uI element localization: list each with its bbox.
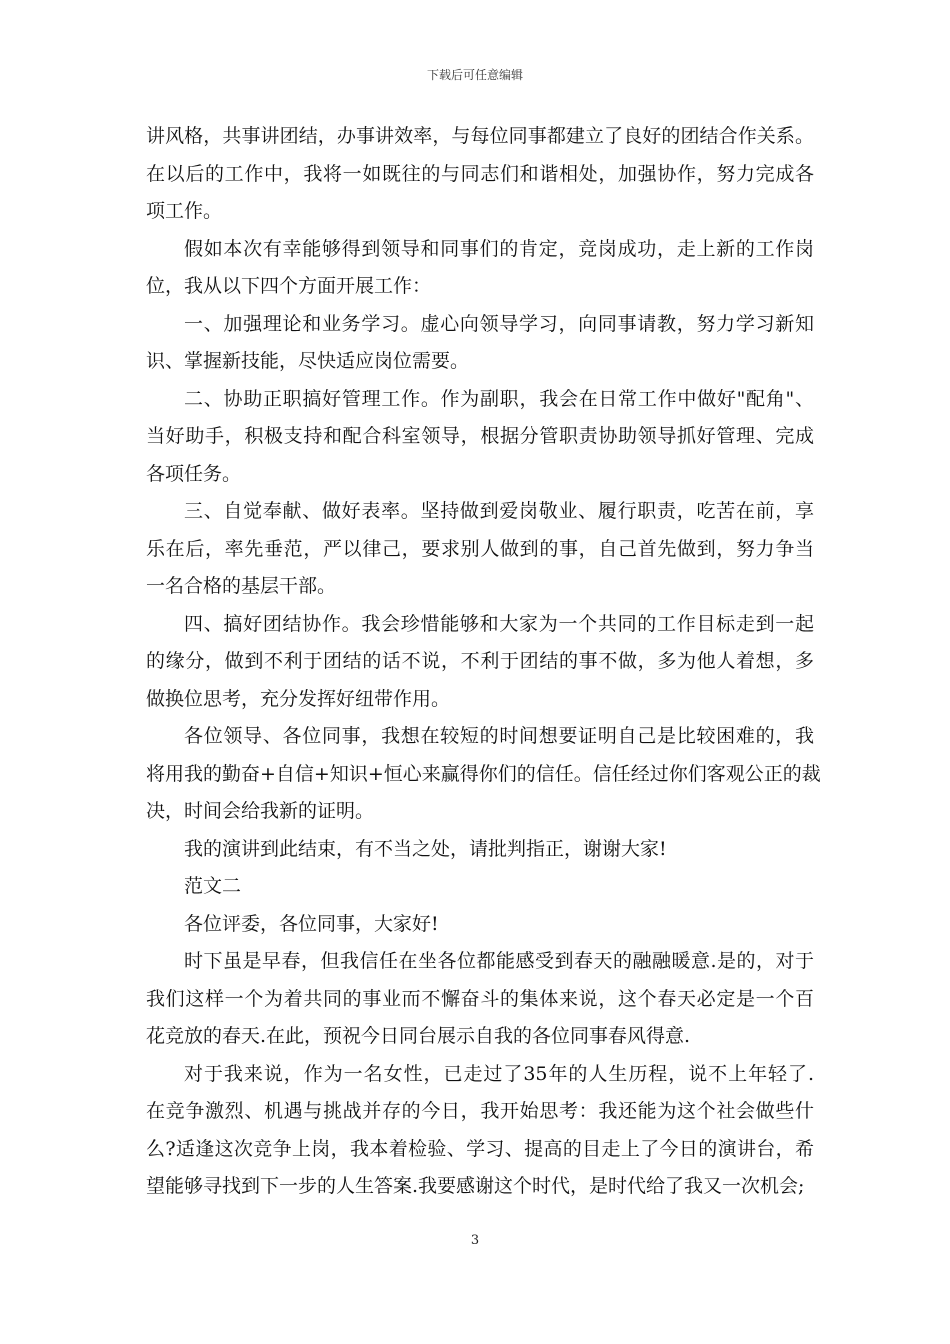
paragraph [146, 493, 814, 606]
paragraph [146, 943, 814, 1056]
page-header [0, 66, 950, 83]
paragraph [146, 118, 814, 231]
text-line: 三、自觉奉献、做好表率。坚持做到爱岗敬业、履行职责，吃苦在前，享 [184, 500, 814, 522]
text-line: 在竞争激烈、机遇与挑战并存的今日，我开始思考：我还能为这个社会做些什 [146, 1100, 814, 1122]
text-line: 么?适逢这次竞争上岗，我本着检验、学习、提高的目走上了今日的演讲台，希 [146, 1137, 814, 1160]
text-line: 各项任务。 [146, 462, 242, 485]
paragraph [146, 1056, 814, 1206]
text-line: 花竞放的春天.在此，预祝今日同台展示自我的各位同事春风得意. [146, 1025, 691, 1047]
text-line: 位，我从以下四个方面开展工作： [146, 275, 432, 297]
text-line: 假如本次有幸能够得到领导和同事们的肯定，竞岗成功，走上新的工作岗 [184, 237, 814, 260]
text-line: 乐在后，率先垂范，严以律己，要求别人做到的事，自己首先做到，努力争当 [146, 537, 814, 560]
page-number: 3 [470, 1233, 480, 1248]
text-line: 我们这样一个为着共同的事业而不懈奋斗的集体来说，这个春天必定是一个百 [146, 987, 814, 1010]
paragraph [146, 231, 814, 306]
text-line: 我的演讲到此结束，有不当之处，请批判指正，谢谢大家! [184, 837, 667, 860]
text-line: 一名合格的基层干部。 [146, 575, 337, 597]
paragraph [146, 606, 814, 719]
text-line: 时下虽是早春，但我信任在坐各位都能感受到春天的融融暖意.是的，对于 [184, 950, 814, 972]
text-line: 将用我的勤奋+自信+知识+恒心来赢得你们的信任。信任经过你们客观公正的裁 [146, 762, 821, 785]
text-line: 决，时间会给我新的证明。 [146, 800, 375, 822]
text-line: 当好助手，积极支持和配合科室领导，根据分管职责协助领导抓好管理、完成 [146, 425, 814, 447]
text-line: 各位领导、各位同事，我想在较短的时间想要证明自己是比较困难的，我 [184, 725, 814, 747]
text-line: 一、加强理论和业务学习。虚心向领导学习，向同事请教，努力学习新知 [184, 312, 814, 335]
text-line: 在以后的工作中，我将一如既往的与同志们和谐相处，加强协作，努力完成各 [146, 162, 814, 185]
text-line: 做换位思考，充分发挥好纽带作用。 [146, 687, 451, 710]
paragraph [146, 381, 814, 494]
text-line: 对于我来说，作为一名女性，已走过了35年的人生历程，说不上年轻了. [184, 1062, 814, 1085]
paragraph [146, 718, 821, 831]
page-footer [0, 1233, 950, 1248]
text-line: 的缘分，做到不利于团结的话不说，不利于团结的事不做，多为他人着想，多 [146, 650, 814, 672]
paragraph [146, 306, 814, 381]
text-line: 范文二 [184, 875, 242, 897]
text-line: 二、协助正职搞好管理工作。作为副职，我会在日常工作中做好"配角"、 [184, 387, 814, 410]
document-body [146, 118, 821, 1206]
text-line: 各位评委，各位同事，大家好! [184, 912, 439, 935]
text-line: 望能够寻找到下一步的人生答案.我要感谢这个时代，是时代给了我又一次机会; [146, 1175, 805, 1197]
text-line: 讲风格，共事讲团结，办事讲效率，与每位同事都建立了良好的团结合作关系。 [146, 125, 814, 147]
text-line: 识、掌握新技能，尽快适应岗位需要。 [146, 350, 470, 372]
paragraph [146, 906, 814, 944]
paragraph [146, 831, 814, 869]
text-line: 项工作。 [146, 200, 223, 222]
paragraph [146, 868, 814, 906]
text-line: 四、搞好团结协作。我会珍惜能够和大家为一个共同的工作目标走到一起 [184, 612, 814, 635]
header-text: 下载后可任意编辑 [426, 68, 523, 82]
